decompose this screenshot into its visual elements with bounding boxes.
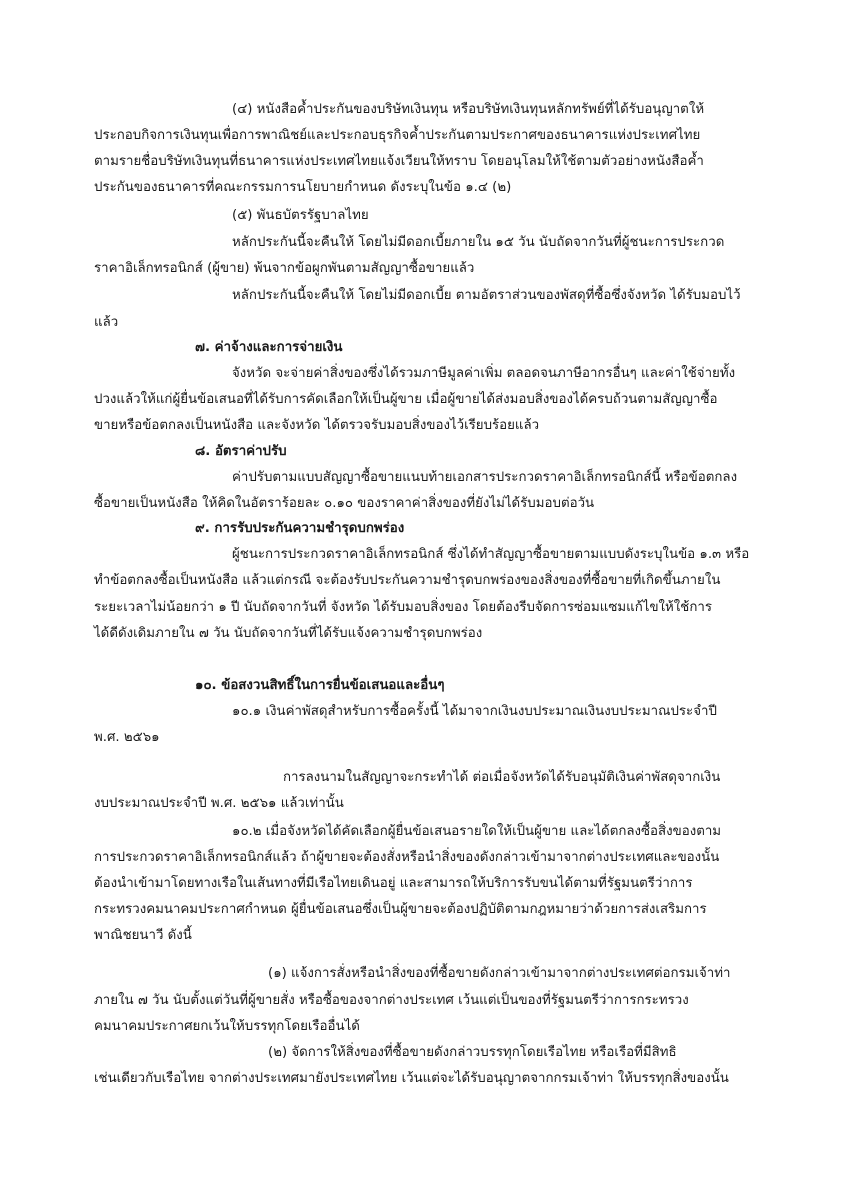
paragraph-line: แล้ว	[94, 315, 119, 330]
paragraph-line: ทำข้อตกลงซื้อเป็นหนังสือ แล้วแต่กรณี จะต้องรับประกันความชำรุดบกพร่องของสิ่งของที่ซื้อขายที่เกิดขึ้นภายใน	[94, 573, 721, 588]
paragraph-line: หลักประกันนี้จะคืนให้ โดยไม่มีดอกเบี้ยภายใน ๑๕ วัน นับถัดจากวันที่ผู้ชนะการประกวด	[232, 235, 725, 250]
paragraph-line: หลักประกันนี้จะคืนให้ โดยไม่มีดอกเบี้ย ตามอัตราส่วนของพัสดุที่ซื้อซึ่งจังหวัด ได้รับมอบไว้	[232, 288, 741, 303]
paragraph-line: เช่นเดียวกับเรือไทย จากต่างประเทศมายังประเทศไทย เว้นแต่จะได้รับอนุญาตจากกรมเจ้าท่า ให้บรรทุกสิ่งของนั้น	[94, 1071, 729, 1086]
paragraph-line: งบประมาณประจำปี พ.ศ. ๒๕๖๑ แล้วเท่านั้น	[94, 796, 344, 811]
paragraph-line: ประกอบกิจการเงินทุนเพื่อการพาณิชย์และประกอบธุรกิจค้ำประกันตามประกาศของธนาคารแห่งประเทศไทย	[94, 128, 701, 143]
paragraph-line: กระทรวงคมนาคมประกาศกำหนด ผู้ยื่นข้อเสนอซึ่งเป็นผู้ขายจะต้องปฏิบัติตามกฎหมายว่าด้วยการส่งเสริมการ	[94, 902, 707, 917]
paragraph-line: ประกันของธนาคารที่คณะกรรมการนโยบายกำหนด ดังระบุในข้อ ๑.๔ (๒)	[94, 180, 512, 195]
paragraph-line: ผู้ชนะการประกวดราคาอิเล็กทรอนิกส์ ซึ่งได้ทำสัญญาซื้อขายตามแบบดังระบุในข้อ ๑.๓ หรือ	[232, 547, 750, 562]
paragraph-line: ได้ดีดังเดิมภายใน ๗ วัน นับถัดจากวันที่ได้รับแจ้งความชำรุดบกพร่อง	[94, 626, 483, 641]
paragraph-line: ราคาอิเล็กทรอนิกส์ (ผู้ขาย) พ้นจากข้อผูกพันตามสัญญาซื้อขายแล้ว	[94, 261, 475, 276]
paragraph-line: ๑๐.๒ เมื่อจังหวัดได้คัดเลือกผู้ยื่นข้อเสนอรายใดให้เป็นผู้ขาย และได้ตกลงซื้อสิ่งของตาม	[232, 824, 722, 839]
paragraph-line: ต้องนำเข้ามาโดยทางเรือในเส้นทางที่มีเรือไทยเดินอยู่ และสามารถให้บริการรับขนได้ตามที่รัฐมนตรีว่าการ	[94, 876, 693, 891]
paragraph-line: ค่าปรับตามแบบสัญญาซื้อขายแนบท้ายเอกสารประกวดราคาอิเล็กทรอนิกส์นี้ หรือข้อตกลง	[232, 470, 738, 485]
paragraph-line: ขายหรือข้อตกลงเป็นหนังสือ และจังหวัด ได้ตรวจรับมอบสิ่งของไว้เรียบร้อยแล้ว	[94, 418, 540, 433]
paragraph-line: ตามรายชื่อบริษัทเงินทุนที่ธนาคารแห่งประเทศไทยแจ้งเวียนให้ทราบ โดยอนุโลมให้ใช้ตามตัวอย่างหนังสือค้ำ	[94, 154, 704, 169]
paragraph-line: (๑) แจ้งการสั่งหรือนำสิ่งของที่ซื้อขายดังกล่าวเข้ามาจากต่างประเทศต่อกรมเจ้าท่า	[268, 966, 731, 981]
section-heading: ๘. อัตราค่าปรับ	[195, 444, 287, 459]
paragraph-line: (๒) จัดการให้สิ่งของที่ซื้อขายดังกล่าวบรรทุกโดยเรือไทย หรือเรือที่มีสิทธิ	[268, 1045, 677, 1060]
paragraph-line: คมนาคมประกาศยกเว้นให้บรรทุกโดยเรืออื่นได้	[94, 1019, 360, 1034]
paragraph-line: การประกวดราคาอิเล็กทรอนิกส์แล้ว ถ้าผู้ขายจะต้องสั่งหรือนำสิ่งของดังกล่าวเข้ามาจากต่างประเทศและของนั้น	[94, 850, 720, 865]
paragraph-line: ภายใน ๗ วัน นับตั้งแต่วันที่ผู้ขายสั่ง หรือซื้อของจากต่างประเทศ เว้นแต่เป็นของที่รัฐมนตรีว่าการกระทรวง	[94, 993, 689, 1008]
paragraph-line: (๕) พันธบัตรรัฐบาลไทย	[232, 208, 369, 223]
paragraph-line: พ.ศ. ๒๕๖๑	[94, 730, 160, 745]
paragraph-line: ระยะเวลาไม่น้อยกว่า ๑ ปี นับถัดจากวันที่ จังหวัด ได้รับมอบสิ่งของ โดยต้องรีบจัดการซ่อมแซมแก้ไขให้ใช้การ	[94, 600, 712, 615]
section-heading: ๗. ค่าจ้างและการจ่ายเงิน	[195, 340, 343, 355]
paragraph-line: พาณิชยนาวี ดังนี้	[94, 928, 192, 943]
paragraph-line: ปวงแล้วให้แก่ผู้ยื่นข้อเสนอที่ได้รับการคัดเลือกให้เป็นผู้ขาย เมื่อผู้ขายได้ส่งมอบสิ่งของได้ครบถ้วนตามสัญญาซื้อ	[94, 392, 718, 407]
paragraph-line: การลงนามในสัญญาจะกระทำได้ ต่อเมื่อจังหวัดได้รับอนุมัติเงินค่าพัสดุจากเงิน	[283, 770, 721, 785]
section-heading: ๑๐. ข้อสงวนสิทธิ์ในการยื่นข้อเสนอและอื่นๆ	[195, 678, 445, 693]
section-heading: ๙. การรับประกันความชำรุดบกพร่อง	[195, 521, 405, 536]
paragraph-line: (๔) หนังสือค้ำประกันของบริษัทเงินทุน หรือบริษัทเงินทุนหลักทรัพย์ที่ได้รับอนุญาตให้	[232, 102, 705, 117]
paragraph-line: จังหวัด จะจ่ายค่าสิ่งของซึ่งได้รวมภาษีมูลค่าเพิ่ม ตลอดจนภาษีอากรอื่นๆ และค่าใช้จ่ายทั้ง	[232, 366, 736, 381]
paragraph-line: ซื้อขายเป็นหนังสือ ให้คิดในอัตราร้อยละ ๐.๑๐ ของราคาค่าสิ่งของที่ยังไม่ได้รับมอบต่อวัน	[94, 496, 595, 511]
paragraph-line: ๑๐.๑ เงินค่าพัสดุสำหรับการซื้อครั้งนี้ ได้มาจากเงินงบประมาณเงินงบประมาณประจำปี	[232, 704, 717, 719]
